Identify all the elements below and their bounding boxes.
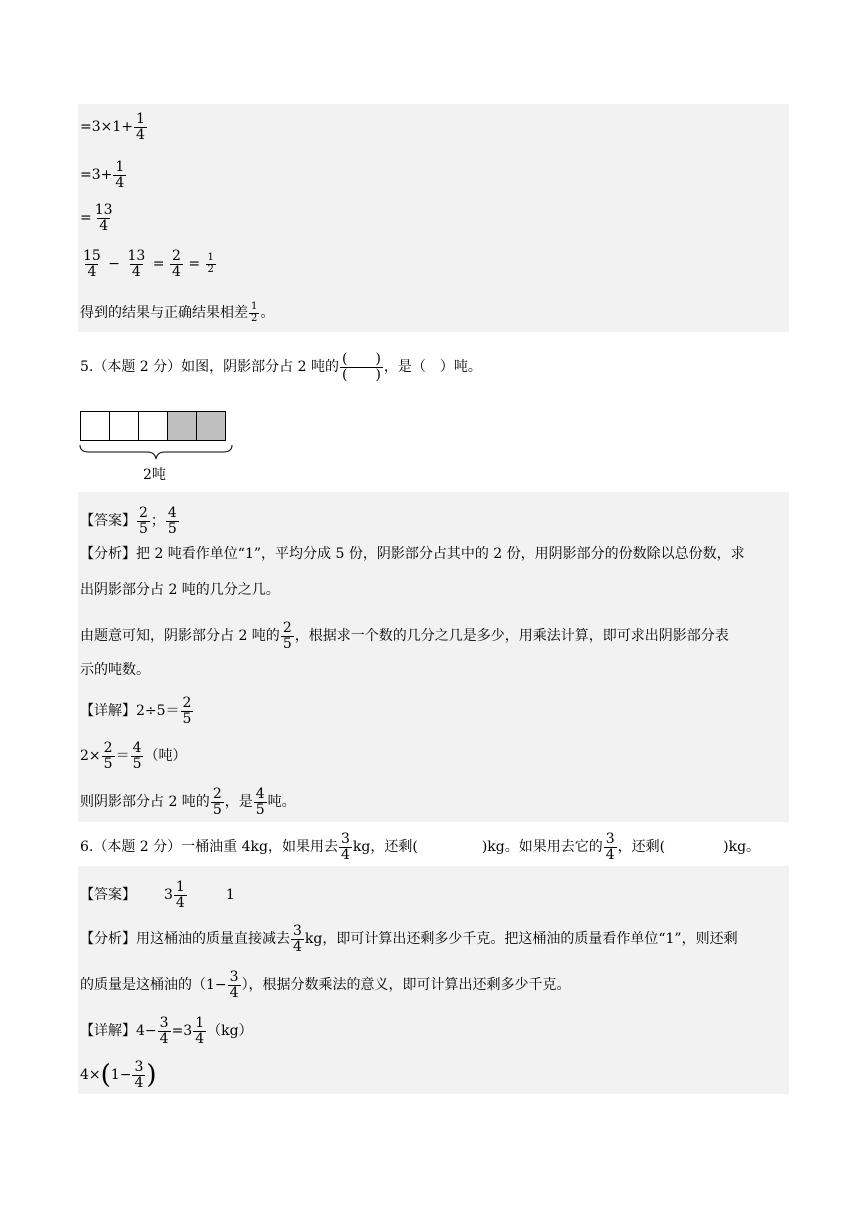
fraction: $\frac{4}{5}$ bbox=[167, 505, 177, 537]
fraction: $\frac{4}{5}$ bbox=[255, 786, 265, 818]
fraction: $\frac{2}{5}$ bbox=[139, 505, 148, 537]
q6-detail-1: 【详解】4− $\frac{3}{4}$ =3 $\frac{1}{4}$ （kg） bbox=[80, 1015, 253, 1047]
prev-line-3: = $\frac{13}{4}$ bbox=[80, 202, 113, 234]
fraction: $\frac{2}{5}$ bbox=[282, 620, 292, 652]
q5-analysis-2: 出阴影部分占 2 吨的几分之几。 bbox=[80, 582, 280, 598]
solution-block-q5 bbox=[78, 492, 789, 822]
empty-box bbox=[109, 411, 139, 441]
fraction: $\frac{13}{4}$ bbox=[127, 248, 146, 280]
fraction: $\frac{3}{4}$ bbox=[293, 923, 302, 955]
shaded-box bbox=[196, 411, 226, 441]
fraction: $\frac{3}{4}$ bbox=[159, 1015, 169, 1047]
q6-answer: 【答案】 3 $\frac{1}{4}$ 1 bbox=[80, 879, 235, 911]
fraction: $\frac{1}{4}$ bbox=[136, 111, 145, 143]
q5-analysis-3: 由题意可知，阴影部分占 2 吨的 $\frac{2}{5}$ ，根据求一个数的几分之几是多少，用乘法计算，即可求出阴影部分表 bbox=[80, 620, 729, 652]
q5-detail-1: 【详解】2÷5＝ $\frac{2}{5}$ bbox=[80, 695, 192, 727]
prev-line-1: =3×1+ $\frac{1}{4}$ bbox=[80, 111, 145, 143]
q5-detail-2: 2× $\frac{2}{5}$ ＝ $\frac{4}{5}$ （吨） bbox=[80, 740, 187, 772]
fraction: $\frac{1}{4}$ bbox=[195, 1015, 205, 1047]
q6-analysis-1: 【分析】用这桶油的质量直接减去 $\frac{3}{4}$ kg，即可计算出还剩多少千克。把这桶油的质量看作单位“1”，则还剩 bbox=[80, 923, 738, 955]
empty-box bbox=[138, 411, 168, 441]
fraction: $\frac{2}{4}$ bbox=[171, 248, 181, 280]
fraction: $\frac{1}{4}$ bbox=[115, 159, 125, 191]
fraction: $\frac{13}{4}$ bbox=[94, 202, 113, 234]
fraction: $\frac{3}{4}$ bbox=[340, 831, 350, 863]
q5-detail-3: 则阴影部分占 2 吨的 $\frac{2}{5}$ ，是 $\frac{4}{5}$ 吨。 bbox=[80, 786, 296, 818]
fraction: $\frac{2}{5}$ bbox=[212, 786, 222, 818]
prev-line-2: =3+ $\frac{1}{4}$ bbox=[80, 159, 125, 191]
fraction: $\frac{1}{2}$ bbox=[207, 252, 214, 275]
q5-answer: 【答案】 $\frac{2}{5}$ ； $\frac{4}{5}$ bbox=[80, 505, 177, 537]
fraction: $\frac{3}{4}$ bbox=[134, 1059, 144, 1091]
fraction: $\frac{2}{5}$ bbox=[103, 740, 113, 772]
fraction: $\frac{1}{2}$ bbox=[251, 301, 258, 324]
shaded-box-diagram bbox=[80, 411, 225, 441]
q6-question: 6.（本题 2 分）一桶油重 4kg，如果用去 $\frac{3}{4}$ kg，还剩( )kg。如果用去它的 $\frac{3}{4}$ ，还剩( )kg。 bbox=[80, 831, 761, 863]
brace bbox=[79, 444, 233, 462]
mixed-number: 3 $\frac{1}{4}$ bbox=[164, 879, 185, 911]
fraction: $\frac{3}{4}$ bbox=[229, 969, 239, 1001]
shaded-box bbox=[167, 411, 197, 441]
q5-analysis-4: 示的吨数。 bbox=[80, 662, 150, 678]
solution-block-prev bbox=[78, 104, 789, 332]
q6-analysis-2: 的质量是这桶油的（1− $\frac{3}{4}$ ），根据分数乘法的意义，即可计算出还剩多少千克。 bbox=[80, 969, 571, 1001]
empty-box bbox=[80, 411, 110, 441]
q6-detail-2: 4×(1− $\frac{3}{4}$ ) bbox=[80, 1059, 157, 1091]
q5-question: 5.（本题 2 分）如图，阴影部分占 2 吨的 $\frac{( )}{( )}$ ，是（ ）吨。 bbox=[80, 351, 482, 383]
fraction: $\frac{2}{5}$ bbox=[182, 695, 192, 727]
fraction: $\frac{15}{4}$ bbox=[83, 248, 101, 280]
prev-line-5: 得到的结果与正确结果相差 $\frac{1}{2}$ 。 bbox=[80, 301, 275, 324]
q5-analysis-1: 【分析】把 2 吨看作单位“1”，平均分成 5 份，阴影部分占其中的 2 份，用阴影部分的份数除以总份数，求 bbox=[80, 546, 745, 562]
fraction: $\frac{3}{4}$ bbox=[605, 831, 615, 863]
brace-label: 2吨 bbox=[143, 467, 166, 483]
prev-line-4: $\frac{15}{4}$ − $\frac{13}{4}$ = $\frac{2}{4}$ = $\frac{1}{2}$ bbox=[83, 248, 214, 280]
fraction: $\frac{4}{5}$ bbox=[132, 740, 142, 772]
blank-fraction: $\frac{( )}{( )}$ bbox=[341, 351, 381, 383]
